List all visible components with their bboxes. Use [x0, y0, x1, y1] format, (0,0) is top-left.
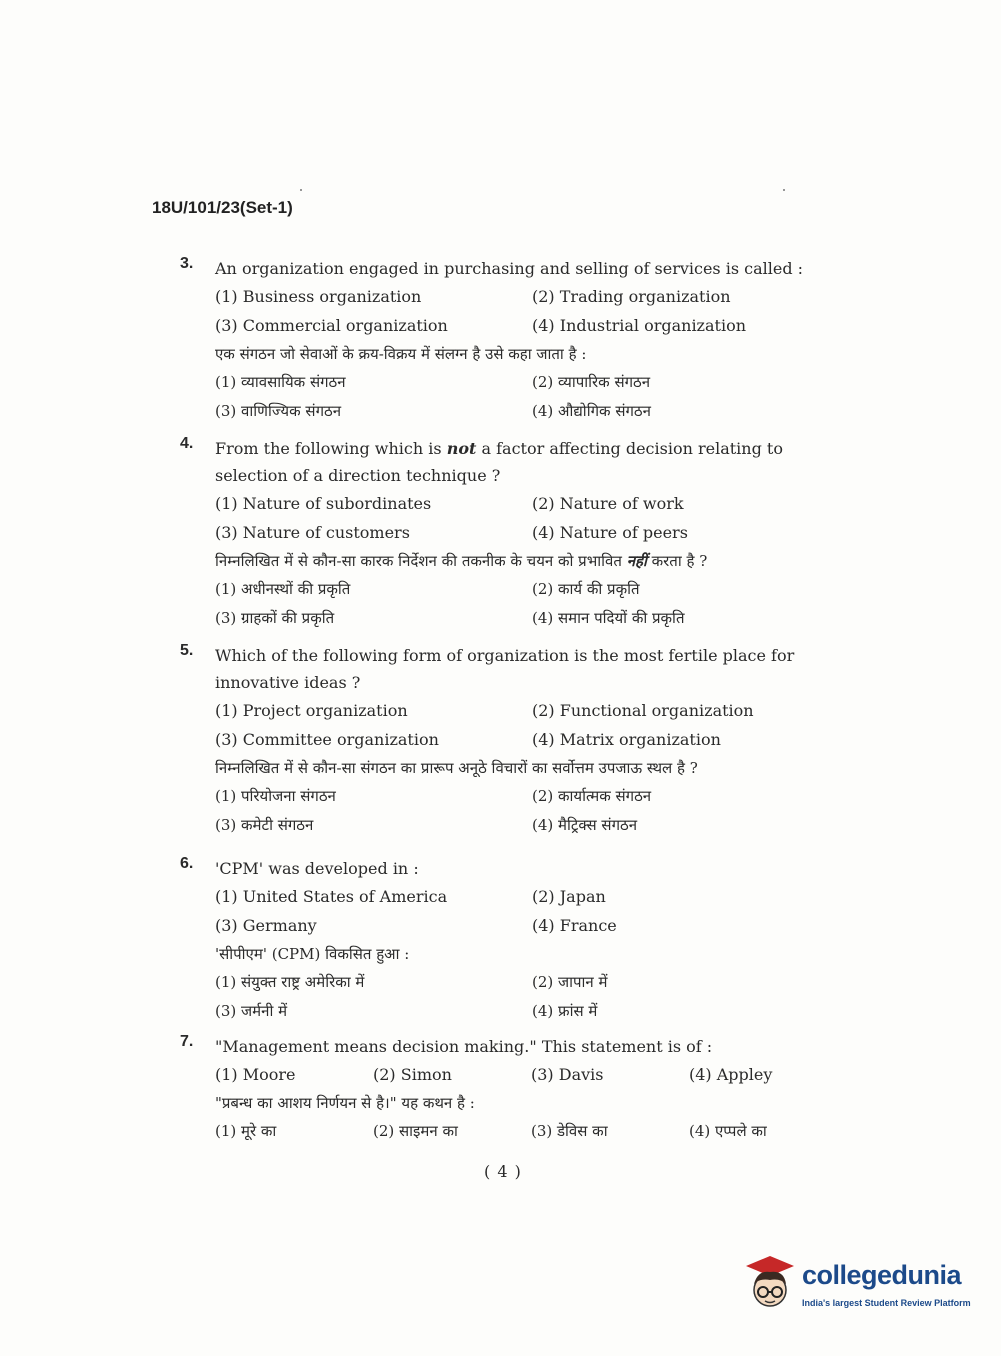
option: (1) Business organization — [215, 287, 422, 306]
option: (2) जापान में — [532, 973, 608, 991]
option: (2) Trading organization — [532, 287, 731, 306]
question-number: 3. — [180, 255, 194, 272]
option: (3) Commercial organization — [215, 316, 448, 335]
mascot-icon — [740, 1252, 798, 1312]
option: (4) एप्पले का — [689, 1122, 767, 1140]
option: (4) France — [532, 916, 617, 935]
question-text-en — [215, 435, 840, 489]
option: (1) मूरे का — [215, 1122, 277, 1140]
option: (4) औद्योगिक संगठन — [532, 402, 651, 420]
option: (2) कार्य की प्रकृति — [532, 580, 640, 598]
paper-code: 18U/101/23(Set-1) — [152, 198, 293, 217]
question-number: 7. — [180, 1033, 194, 1050]
question-text-hi: एक संगठन जो सेवाओं के क्रय-विक्रय में संलग्न है उसे कहा जाता है : — [215, 345, 587, 363]
question-text-en: "Management means decision making." This statement is of : — [215, 1037, 713, 1056]
options-en — [215, 1060, 840, 1089]
question-text-en: Which of the following form of organization is the most fertile place for innovative ideas ? — [215, 646, 795, 692]
options-en — [215, 489, 840, 547]
question-number: 4. — [180, 435, 194, 452]
option: (3) वाणिज्यिक संगठन — [215, 402, 342, 420]
options-hi — [215, 782, 840, 840]
question-text-hi: 'सीपीएम' (CPM) विकसित हुआ : — [215, 945, 410, 963]
question-6 — [180, 855, 840, 1026]
option: (1) Nature of subordinates — [215, 494, 432, 513]
text-segment: From the following which is — [215, 439, 447, 458]
question-number: 6. — [180, 855, 194, 872]
option: (1) United States of America — [215, 887, 448, 906]
question-3 — [180, 255, 840, 426]
option: (3) जर्मनी में — [215, 1002, 288, 1020]
text-segment: a factor affecting decision relating to selection of a direction technique ? — [215, 439, 783, 485]
options-en — [215, 696, 840, 754]
options-hi — [215, 968, 840, 1026]
option: (4) फ्रांस में — [532, 1002, 598, 1020]
options-en — [215, 882, 840, 940]
option: (2) कार्यात्मक संगठन — [532, 787, 652, 805]
page-number: ( 4 ) — [484, 1162, 522, 1181]
question-text-hi: निम्नलिखित में से कौन-सा संगठन का प्रारूप अनूठे विचारों का सर्वोत्तम उपजाऊ स्थल है ? — [215, 759, 698, 777]
emphasis-not: not — [446, 439, 477, 458]
question-text-en: 'CPM' was developed in : — [215, 859, 419, 878]
option: (3) कमेटी संगठन — [215, 816, 314, 834]
options-hi — [215, 368, 840, 426]
option: (2) Simon — [373, 1065, 452, 1084]
brand-tagline: India's largest Student Review Platform — [802, 1298, 971, 1308]
option: (1) Project organization — [215, 701, 408, 720]
option: (1) Moore — [215, 1065, 296, 1084]
options-hi — [215, 575, 840, 633]
option: (3) ग्राहकों की प्रकृति — [215, 609, 335, 627]
option: (4) मैट्रिक्स संगठन — [532, 816, 638, 834]
option: (2) Nature of work — [532, 494, 684, 513]
question-text-hi — [215, 547, 840, 575]
option: (4) Appley — [689, 1065, 773, 1084]
question-7 — [180, 1033, 840, 1146]
option: (3) Committee organization — [215, 730, 439, 749]
option: (2) साइमन का — [373, 1122, 458, 1140]
option: (2) Functional organization — [532, 701, 754, 720]
scan-speck — [300, 189, 302, 191]
emphasis-nahi: नहीं — [626, 552, 647, 570]
options-en — [215, 282, 840, 340]
option: (1) संयुक्त राष्ट्र अमेरिका में — [215, 973, 365, 991]
option: (4) समान पदियों की प्रकृति — [532, 609, 685, 627]
option: (3) Davis — [531, 1065, 604, 1084]
option: (3) डेविस का — [531, 1122, 608, 1140]
option: (1) अधीनस्थों की प्रकृति — [215, 580, 351, 598]
options-hi — [215, 1117, 840, 1146]
question-4 — [180, 435, 840, 633]
text-segment: करता है ? — [646, 552, 708, 570]
scan-speck — [783, 189, 785, 191]
question-number: 5. — [180, 642, 194, 659]
option: (3) Nature of customers — [215, 523, 410, 542]
option: (1) व्यावसायिक संगठन — [215, 373, 346, 391]
text-segment: निम्नलिखित में से कौन-सा कारक निर्देशन की तकनीक के चयन को प्रभावित — [215, 552, 627, 570]
question-text-en: An organization engaged in purchasing and selling of services is called : — [215, 259, 804, 278]
option: (4) Matrix organization — [532, 730, 721, 749]
collegedunia-logo[interactable] — [740, 1252, 972, 1316]
option: (4) Nature of peers — [532, 523, 688, 542]
question-5 — [180, 642, 840, 840]
option: (1) परियोजना संगठन — [215, 787, 336, 805]
option: (3) Germany — [215, 916, 317, 935]
question-text-hi: "प्रबन्ध का आशय निर्णयन से है।" यह कथन है : — [215, 1094, 475, 1112]
option: (2) व्यापारिक संगठन — [532, 373, 651, 391]
brand-name: collegedunia — [802, 1260, 962, 1290]
option: (4) Industrial organization — [532, 316, 747, 335]
option: (2) Japan — [532, 887, 606, 906]
